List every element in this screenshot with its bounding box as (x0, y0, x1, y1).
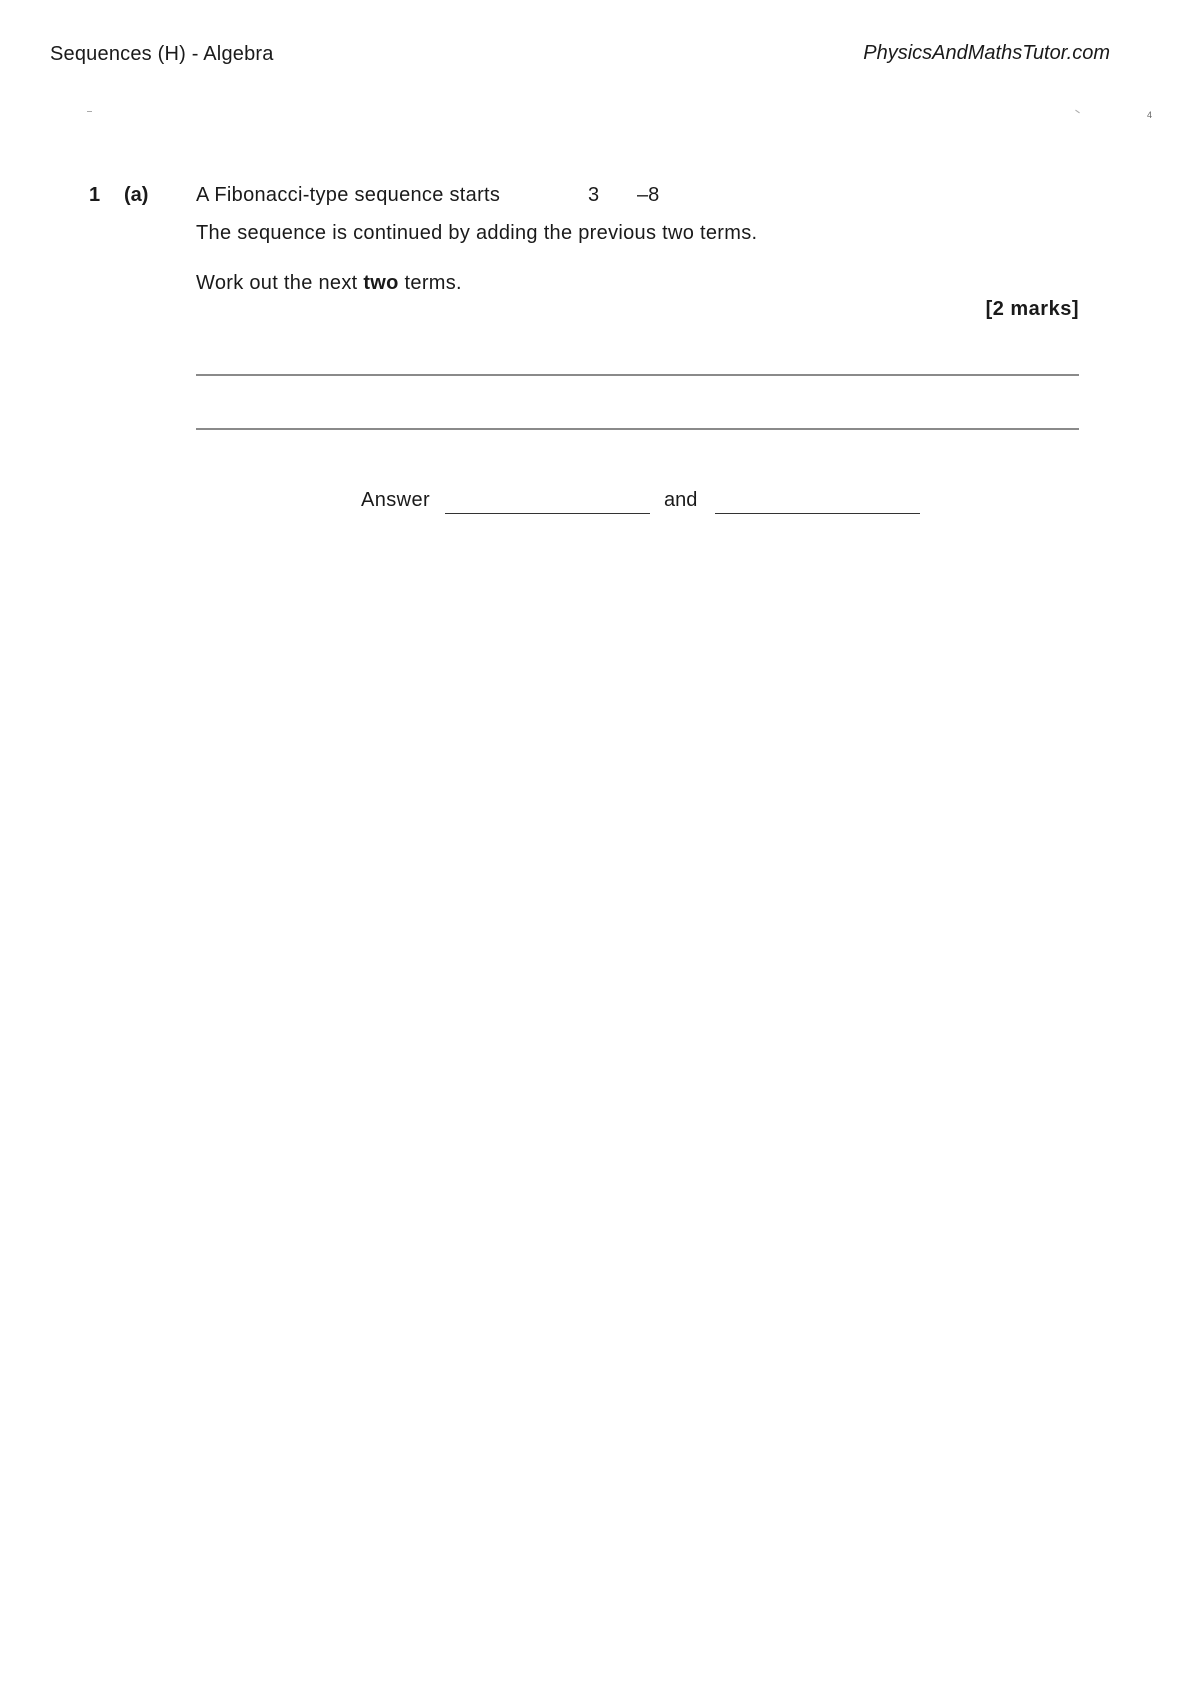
answer-blank-2[interactable] (715, 513, 920, 514)
page-number: 4 (1147, 110, 1153, 120)
working-line-1[interactable] (196, 374, 1079, 376)
instruction-prefix: Work out the next (196, 272, 364, 294)
answer-and-label: and (664, 489, 698, 511)
header-site: PhysicsAndMathsTutor.com (863, 42, 1110, 64)
sequence-term-1: 3 (588, 184, 600, 206)
question-intro: A Fibonacci-type sequence starts (196, 184, 501, 206)
answer-blank-1[interactable] (445, 513, 650, 514)
question-rule: The sequence is continued by adding the previous two terms. (196, 222, 758, 244)
instruction-emphasis: two (363, 272, 399, 294)
answer-label: Answer (361, 489, 431, 511)
header-topic: Sequences (H) - Algebra (50, 43, 274, 65)
crop-mark-right (1075, 110, 1080, 114)
question-number: 1 (89, 184, 101, 206)
crop-mark-left (87, 111, 92, 112)
instruction-suffix: terms. (398, 272, 462, 294)
working-line-2[interactable] (196, 428, 1079, 430)
question-part: (a) (124, 184, 149, 206)
marks-label: [2 marks] (985, 298, 1079, 320)
question-instruction (196, 272, 462, 295)
sequence-term-2: –8 (637, 184, 660, 206)
